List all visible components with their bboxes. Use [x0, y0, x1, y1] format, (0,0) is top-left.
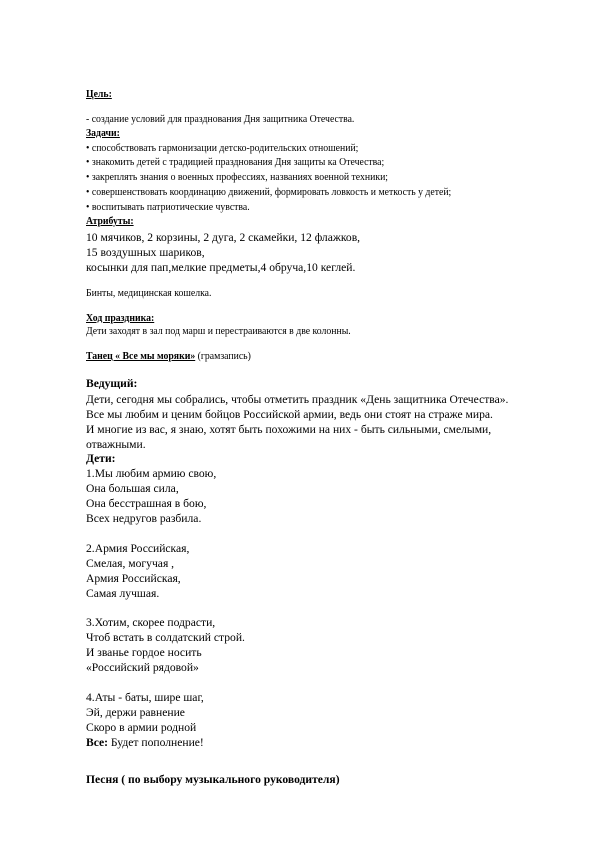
verse-line: Она большая сила,: [86, 482, 179, 495]
verse-line: «Российский рядовой»: [86, 661, 199, 674]
task-item: • способствовать гармонизации детско-родительских отношений;: [86, 143, 359, 154]
task-item: • воспитывать патриотические чувства.: [86, 202, 250, 213]
goal-text: - создание условий для празднования Дня защитника Отечества.: [86, 114, 355, 125]
host-line: Дети, сегодня мы собрались, чтобы отметить праздник «День защитника Отечества».: [86, 393, 509, 406]
verse-line: И званье гордое носить: [86, 646, 202, 659]
host-label: Ведущий:: [86, 377, 138, 390]
host-line: отважными.: [86, 438, 146, 451]
attributes-extra: Бинты, медицинская кошелка.: [86, 288, 212, 299]
all-line: [86, 736, 204, 750]
attributes-heading: Атрибуты:: [86, 216, 134, 227]
verse-line: Эй, держи равнение: [86, 706, 185, 719]
task-item: • закреплять знания о военных профессиях, названиях военной техники;: [86, 172, 389, 183]
task-item: • знакомить детей с традицией празднования Дня защиты ка Отечества;: [86, 157, 385, 168]
verse-line: Всех недругов разбила.: [86, 512, 202, 525]
dance-title: Танец « Все мы моряки»: [86, 351, 196, 362]
course-text: Дети заходят в зал под марш и перестраиваются в две колонны.: [86, 326, 351, 337]
verse-line: 3.Хотим, скорее подрасти,: [86, 616, 216, 629]
attributes-line: косынки для пап,мелкие предметы,4 обруча,10 кеглей.: [86, 261, 356, 274]
verse-line: Чтоб встать в солдатский строй.: [86, 631, 245, 644]
song-title: Песня ( по выбору музыкального руководителя): [86, 773, 340, 786]
host-line: Все мы любим и ценим бойцов Российской армии, ведь они стоят на страже мира.: [86, 408, 493, 421]
dance-line: [86, 350, 251, 364]
verse-line: 2.Армия Российская,: [86, 542, 190, 555]
verse-line: 4.Аты - баты, шире шаг,: [86, 691, 204, 704]
attributes-line: 15 воздушных шариков,: [86, 246, 205, 259]
verse-line: 1.Мы любим армию свою,: [86, 467, 217, 480]
goal-heading: Цель:: [86, 89, 112, 100]
dance-note: (грамзапись): [195, 351, 251, 362]
attributes-line: 10 мячиков, 2 корзины, 2 дуга, 2 скамейки, 12 флажков,: [86, 231, 361, 244]
verse-line: Армия Российская,: [86, 572, 181, 585]
tasks-heading: Задачи:: [86, 128, 120, 139]
course-heading: Ход праздника:: [86, 313, 155, 324]
all-text: Будет пополнение!: [108, 736, 204, 749]
verse-line: Самая лучшая.: [86, 587, 160, 600]
verse-line: Скоро в армии родной: [86, 721, 197, 734]
all-label: Все:: [86, 736, 109, 749]
host-line: И многие из вас, я знаю, хотят быть похожими на них - быть сильными, смелыми,: [86, 423, 492, 436]
children-label: Дети:: [86, 452, 116, 465]
verse-line: Смелая, могучая ,: [86, 557, 175, 570]
task-item: • совершенствовать координацию движений, формировать ловкость и меткость у детей;: [86, 187, 452, 198]
verse-line: Она бесстрашная в бою,: [86, 497, 207, 510]
